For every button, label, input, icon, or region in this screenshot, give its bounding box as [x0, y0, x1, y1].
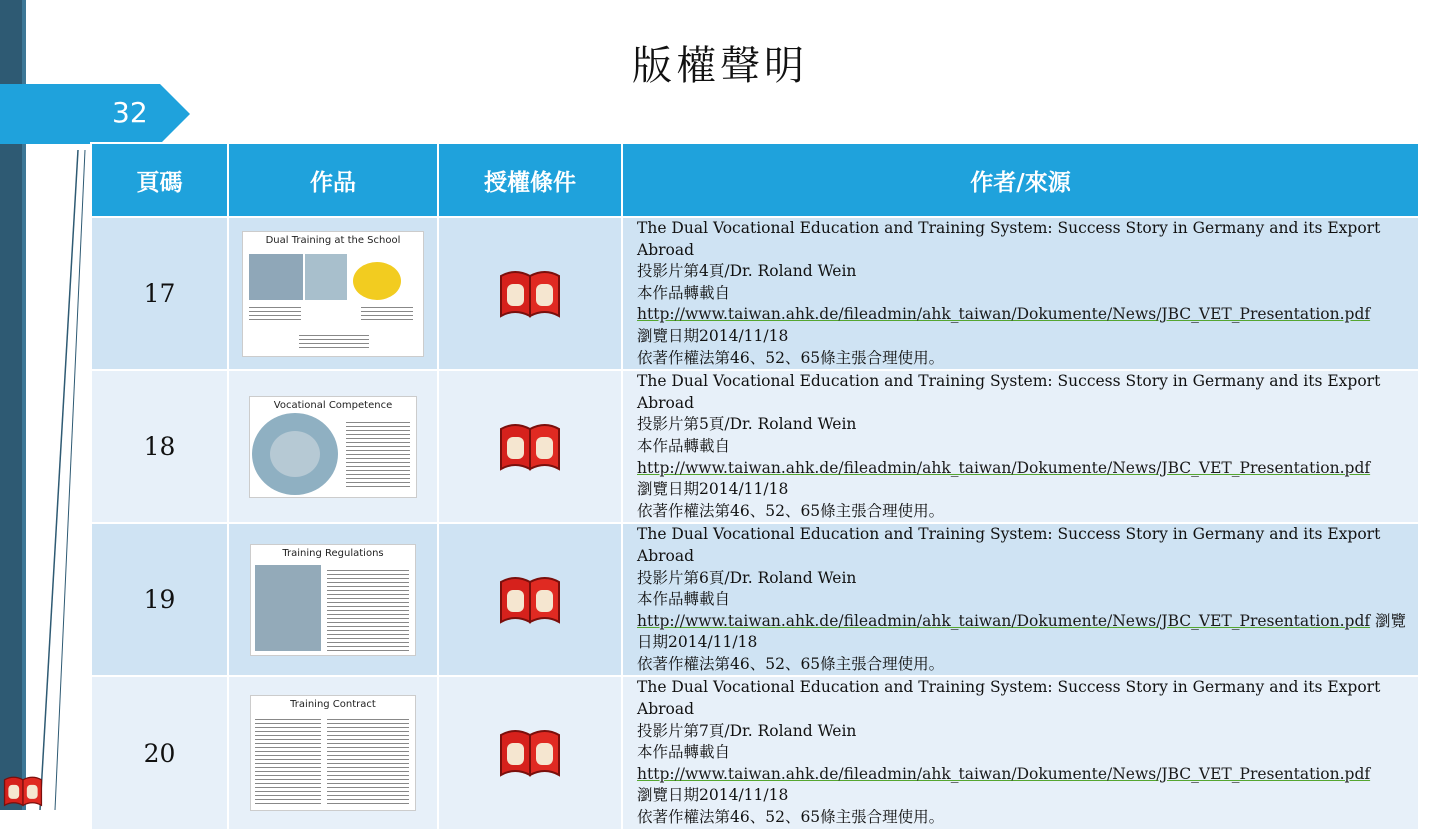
browse-date: 日期2014/11/18	[637, 633, 758, 652]
source-cell	[622, 370, 1419, 523]
slide-number: 32	[112, 96, 148, 129]
work-thumbnail-cell	[228, 523, 438, 676]
table-row	[91, 523, 1419, 676]
red-book-icon	[497, 264, 563, 320]
thumbnail-title: Training Contract	[290, 699, 376, 711]
browse-date: 瀏覽日期2014/11/18	[637, 326, 789, 345]
table-header-row	[91, 143, 1419, 217]
page-number: 17	[91, 217, 228, 370]
thumbnail-title: Training Regulations	[282, 547, 384, 559]
source-author: 投影片第5頁/Dr. Roland Wein	[637, 415, 857, 434]
work-thumbnail-cell	[228, 370, 438, 523]
browse-date: 瀏覽日期2014/11/18	[637, 786, 789, 805]
header-source: 作者/來源	[622, 143, 1419, 217]
work-thumbnail	[250, 695, 416, 811]
source-title: The Dual Vocational Education and Training System: Success Story in Germany and its Export Abroad	[637, 525, 1381, 565]
source-cell	[622, 523, 1419, 676]
source-reprint-note: 本作品轉載自	[637, 283, 731, 302]
page-number: 19	[91, 523, 228, 676]
source-cell	[622, 217, 1419, 370]
source-author: 投影片第6頁/Dr. Roland Wein	[637, 568, 857, 587]
source-reprint-note: 本作品轉載自	[637, 590, 731, 609]
copyright-table	[90, 142, 1420, 831]
browse-label: 瀏覽	[1374, 611, 1406, 630]
source-reprint-note: 本作品轉載自	[637, 743, 731, 762]
red-book-icon	[497, 417, 563, 473]
legal-note: 依著作權法第46、52、65條主張合理使用。	[637, 348, 945, 367]
red-book-icon	[497, 570, 563, 626]
page-number: 20	[91, 676, 228, 829]
source-url-link[interactable]: http://www.taiwan.ahk.de/fileadmin/ahk_taiwan/Dokumente/News/JBC_VET_Presentation.pdf	[637, 764, 1371, 783]
work-thumbnail	[250, 544, 416, 656]
browse-date: 瀏覽日期2014/11/18	[637, 480, 789, 499]
source-url-link[interactable]: http://www.taiwan.ahk.de/fileadmin/ahk_taiwan/Dokumente/News/JBC_VET_Presentation.pdf	[637, 611, 1371, 630]
thumbnail-title: Dual Training at the School	[265, 234, 401, 246]
legal-note: 依著作權法第46、52、65條主張合理使用。	[637, 501, 945, 520]
work-thumbnail	[242, 231, 424, 357]
source-url-link[interactable]: http://www.taiwan.ahk.de/fileadmin/ahk_taiwan/Dokumente/News/JBC_VET_Presentation.pdf	[637, 305, 1371, 324]
table-row	[91, 676, 1419, 829]
license-cell	[438, 676, 622, 829]
header-page: 頁碼	[91, 143, 228, 217]
source-title: The Dual Vocational Education and Training System: Success Story in Germany and its Export Abroad	[637, 219, 1381, 259]
license-cell	[438, 370, 622, 523]
source-title: The Dual Vocational Education and Training System: Success Story in Germany and its Export Abroad	[637, 372, 1381, 412]
page-number: 18	[91, 370, 228, 523]
red-book-icon	[2, 772, 44, 808]
source-author: 投影片第7頁/Dr. Roland Wein	[637, 721, 857, 740]
table-row	[91, 370, 1419, 523]
thumbnail-title: Vocational Competence	[273, 399, 393, 411]
source-cell	[622, 676, 1419, 829]
source-url-link[interactable]: http://www.taiwan.ahk.de/fileadmin/ahk_taiwan/Dokumente/News/JBC_VET_Presentation.pdf	[637, 458, 1371, 477]
legal-note: 依著作權法第46、52、65條主張合理使用。	[637, 808, 945, 827]
legal-note: 依著作權法第46、52、65條主張合理使用。	[637, 654, 945, 673]
header-work: 作品	[228, 143, 438, 217]
work-thumbnail	[249, 396, 417, 498]
work-thumbnail-cell	[228, 217, 438, 370]
source-author: 投影片第4頁/Dr. Roland Wein	[637, 262, 857, 281]
source-reprint-note: 本作品轉載自	[637, 436, 731, 455]
table-row	[91, 217, 1419, 370]
page-title: 版權聲明	[632, 43, 808, 89]
red-book-icon	[497, 723, 563, 779]
slide-number-tab	[0, 84, 190, 144]
work-thumbnail-cell	[228, 676, 438, 829]
source-title: The Dual Vocational Education and Training System: Success Story in Germany and its Export Abroad	[637, 678, 1381, 719]
header-license: 授權條件	[438, 143, 622, 217]
license-cell	[438, 523, 622, 676]
license-cell	[438, 217, 622, 370]
